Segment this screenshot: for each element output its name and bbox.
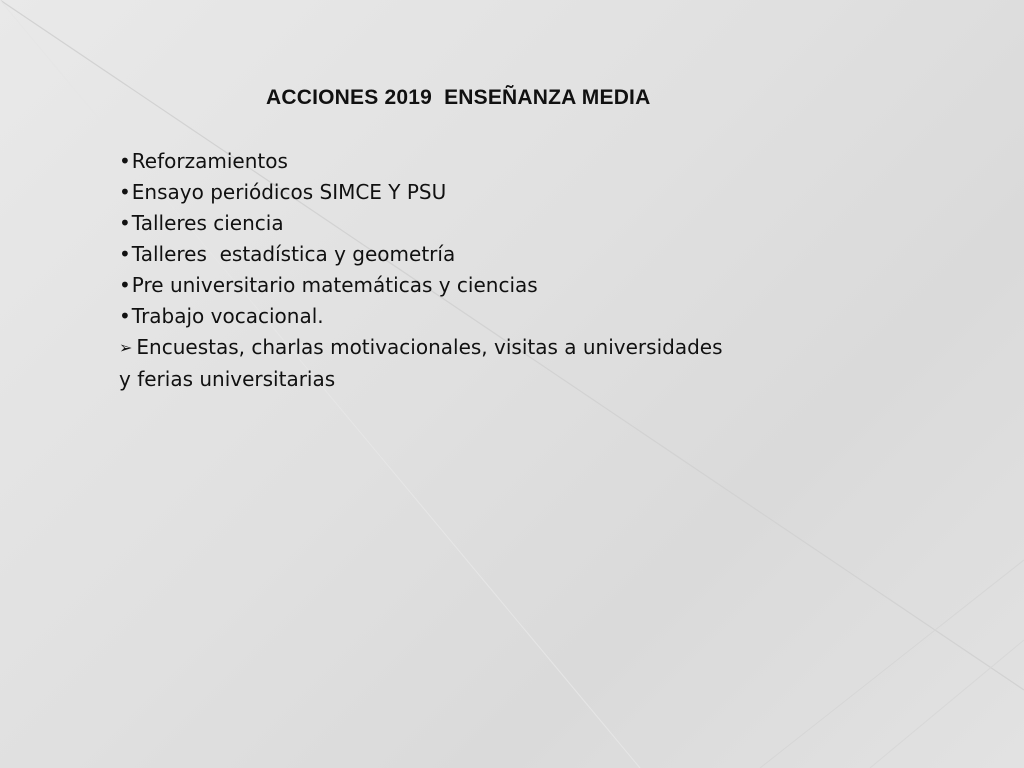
list-item [119,270,729,301]
sub-list-item-text: Encuestas, charlas motivacionales, visitas a universidades y ferias universitarias [119,335,729,391]
bullet-marker: • [119,242,131,266]
bullet-marker: • [119,273,131,297]
bullet-marker: • [119,211,131,235]
list-item [119,301,729,332]
sub-list-item [119,332,729,395]
list-item-text: Ensayo periódicos SIMCE Y PSU [131,180,447,204]
list-item [119,177,729,208]
bullet-marker: • [119,304,131,328]
arrow-bullet-icon: ➢ [119,338,133,357]
list-item [119,239,729,270]
slide-title: ACCIONES 2019 ENSEÑANZA MEDIA [266,86,651,109]
list-item-text: Talleres estadística y geometría [131,242,456,266]
bullet-marker: • [119,180,131,204]
list-item-text: Talleres ciencia [131,211,284,235]
actions-list [119,146,729,395]
list-item [119,146,729,177]
list-item [119,208,729,239]
list-item-text: Trabajo vocacional. [131,304,324,328]
list-item-text: Pre universitario matemáticas y ciencias [131,273,538,297]
bullet-marker: • [119,149,131,173]
list-item-text: Reforzamientos [131,149,288,173]
